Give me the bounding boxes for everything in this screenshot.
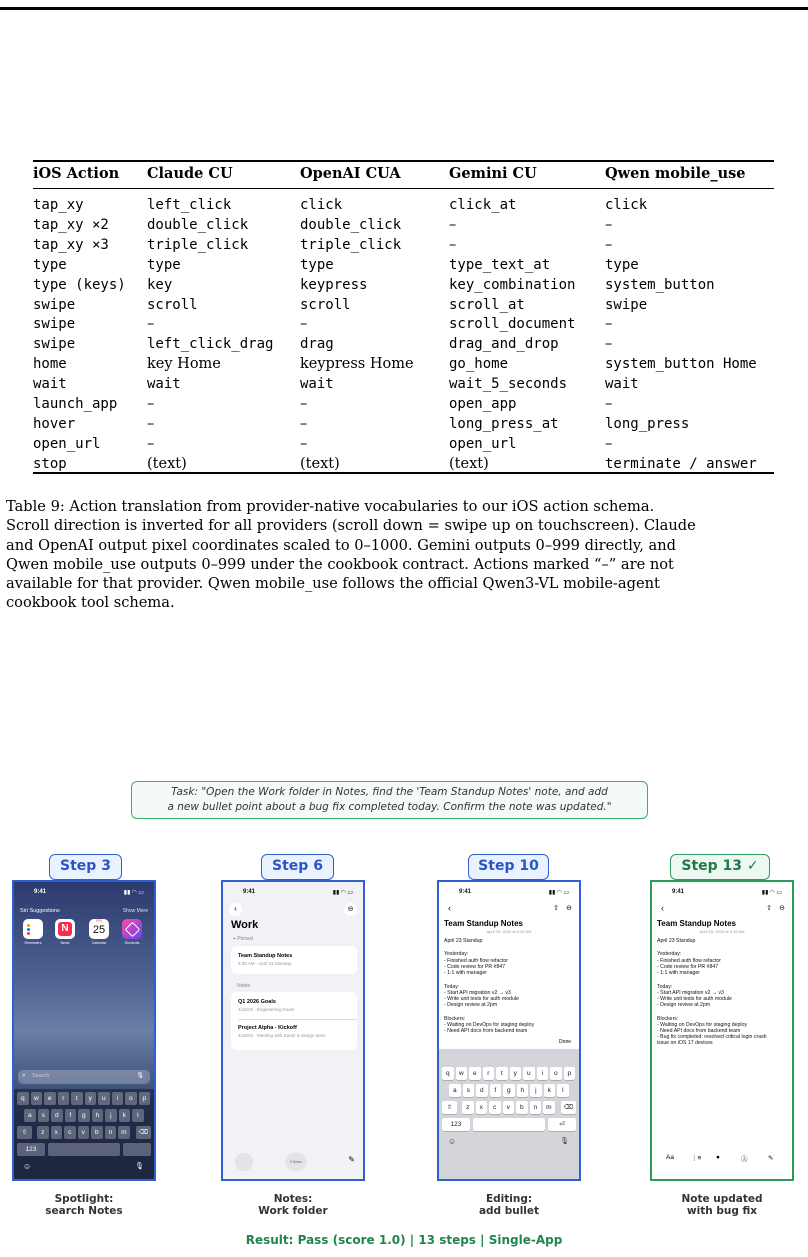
table-cell: –: [449, 236, 457, 253]
done-button[interactable]: Done: [559, 1039, 571, 1045]
status-time: 9:41: [34, 889, 47, 895]
keyboard-key[interactable]: a: [24, 1109, 36, 1122]
caption-line: Work folder: [258, 1205, 328, 1217]
table-top-rule: [33, 160, 774, 162]
more-button[interactable]: ⊖: [344, 903, 357, 916]
emoji-icon[interactable]: ☺: [23, 1162, 32, 1171]
keyboard-key[interactable]: v: [78, 1126, 90, 1139]
table-cell: key_combination: [449, 276, 576, 293]
shift-key[interactable]: ⇧: [17, 1126, 32, 1139]
table-cell: wait: [300, 376, 334, 393]
table-cell: (text): [147, 455, 187, 472]
table-cell: drag_and_drop: [449, 336, 559, 353]
keyboard-key[interactable]: h: [517, 1084, 529, 1097]
table-cell: –: [300, 415, 308, 432]
dictation-mic-icon[interactable]: 🎙: [135, 1163, 144, 1170]
note-line: - Start API migration v2 → v3: [657, 990, 724, 996]
task-box: [131, 781, 648, 819]
app-label: Reminders: [24, 941, 42, 945]
keyboard-key[interactable]: w: [456, 1067, 468, 1080]
calendar-day: 25: [92, 924, 106, 936]
caption-line: Notes:: [273, 1193, 313, 1205]
search-icon: ⌕: [22, 1072, 26, 1079]
numbers-key[interactable]: 123: [442, 1118, 470, 1131]
table-cell: go_home: [449, 356, 509, 373]
table-cell: open_app: [449, 396, 517, 412]
siri-suggestions-title: Siri Suggestions: [20, 908, 60, 914]
table-cell: open_url: [33, 435, 101, 452]
caption-line: Table 9: Action translation from provider-native vocabularies to our iOS action schema.: [6, 498, 655, 515]
caption-line: Scroll direction is inverted for all providers (scroll down = swipe up on touchscreen). Claude: [6, 517, 696, 535]
table-cell: hover: [33, 415, 76, 432]
note-meta: 4/18/26 · Meeting with Sarah & design team: [238, 1033, 326, 1038]
keyboard-key[interactable]: g: [78, 1109, 90, 1122]
table-caption: [6, 497, 802, 613]
table-cell: triple_click: [300, 236, 402, 253]
format-icon[interactable]: Aa: [666, 1154, 674, 1161]
back-chevron-icon[interactable]: ‹: [448, 903, 451, 913]
more-icon[interactable]: ⊖: [779, 905, 785, 912]
keyboard: [14, 1089, 154, 1181]
note-title: Team Standup Notes: [444, 919, 523, 928]
note-title: Team Standup Notes: [657, 919, 736, 928]
reminders-app-icon[interactable]: [23, 919, 43, 939]
dictation-mic-icon[interactable]: 🎙: [560, 1138, 569, 1145]
keyboard-key[interactable]: k: [119, 1109, 131, 1122]
note-line: - Code review for PR #847: [444, 964, 506, 970]
note-line: - Waiting on DevOps for staging deploy: [444, 1022, 535, 1028]
keyboard-key[interactable]: s: [463, 1084, 475, 1097]
table-cell: launch_app: [33, 396, 118, 412]
keyboard-key[interactable]: d: [51, 1109, 63, 1122]
table-cell: –: [300, 316, 308, 333]
keyboard-key[interactable]: u: [523, 1067, 535, 1080]
note-line: - Finished auth flow refactor: [657, 958, 722, 964]
space-key[interactable]: [48, 1143, 120, 1156]
note-meta: 9:35 AM · April 23 Standup: [238, 961, 292, 966]
compose-icon[interactable]: ✎: [768, 1155, 774, 1162]
caption-line: cookbook tool schema.: [6, 594, 175, 612]
note-line[interactable]: - Need API docs from backend team: [444, 1028, 528, 1034]
step-caption: [223, 1193, 363, 1217]
phone-editing: [437, 880, 581, 1181]
emoji-icon[interactable]: ☺: [448, 1137, 457, 1146]
keyboard-key[interactable]: t: [71, 1092, 83, 1105]
keyboard-key[interactable]: p: [564, 1067, 576, 1080]
status-time: 9:41: [459, 889, 472, 895]
caption-line: Editing:: [485, 1193, 533, 1205]
status-icons: ▮▮ ◠ ▭: [332, 890, 353, 896]
folder-menu-button[interactable]: [235, 1153, 253, 1171]
caption-line: Qwen mobile_use outputs 0–999 under the cookbook contract. Actions marked “–” are not: [6, 555, 674, 573]
table-cell: left_click: [147, 197, 232, 213]
calendar-weekday: FRI: [96, 919, 102, 923]
table-header-rule: [33, 188, 774, 189]
keyboard-key[interactable]: j: [530, 1084, 542, 1097]
search-field[interactable]: [18, 1070, 150, 1084]
keyboard-key[interactable]: i: [537, 1067, 549, 1080]
table-cell: click: [605, 197, 648, 213]
table-cell: scroll: [300, 296, 351, 313]
table-header-cell: Qwen mobile_use: [605, 165, 746, 182]
step-caption: [439, 1193, 579, 1217]
keyboard-key[interactable]: y: [85, 1092, 97, 1105]
step-caption: [652, 1193, 792, 1217]
keyboard-key[interactable]: e: [44, 1092, 56, 1105]
note-meta: 4/18/26 · Engineering Goals: [238, 1007, 295, 1012]
table-cell: open_url: [449, 435, 517, 452]
keyboard-key[interactable]: o: [550, 1067, 562, 1080]
status-icons: ▮▮ ◠ ▭: [123, 890, 144, 896]
more-icon[interactable]: ⊖: [566, 905, 572, 912]
keyboard-key[interactable]: c: [64, 1126, 76, 1139]
table-header-cell: Claude CU: [147, 165, 233, 182]
table-cell: scroll: [147, 296, 198, 313]
share-icon[interactable]: ⇧: [553, 905, 559, 912]
keyboard-key[interactable]: p: [139, 1092, 151, 1105]
note-line: - Code review for PR #847: [657, 964, 719, 970]
keyboard-key[interactable]: s: [38, 1109, 50, 1122]
keyboard-key[interactable]: z: [462, 1101, 474, 1114]
keyboard-key[interactable]: m: [543, 1101, 555, 1114]
table-cell: double_click: [147, 216, 249, 233]
camera-icon[interactable]: ●: [716, 1154, 720, 1161]
table-cell: swipe: [33, 336, 76, 353]
table-cell: wait: [33, 376, 67, 393]
result-line: Result: Pass (score 1.0) | 13 steps | Single-App: [245, 1233, 563, 1247]
table-cell: left_click_drag: [147, 336, 274, 353]
note-line-added: issue on iOS 17 devices: [657, 1040, 713, 1046]
table-header-cell: OpenAI CUA: [300, 165, 401, 182]
table-cell: wait: [605, 376, 639, 393]
keyboard-key[interactable]: r: [58, 1092, 70, 1105]
table-cell: tap_xy: [33, 197, 84, 213]
shortcuts-app-icon[interactable]: [122, 919, 142, 939]
note-line: - Start API migration v2 → v3: [444, 990, 511, 996]
table-cell: triple_click: [147, 236, 249, 253]
keyboard-key[interactable]: i: [112, 1092, 124, 1105]
step-10-label: Step 10: [468, 854, 549, 880]
table-cell: tap_xy ×3: [33, 236, 109, 253]
table-cell: type: [147, 256, 181, 273]
table-cell: –: [605, 396, 613, 412]
keyboard-key[interactable]: y: [510, 1067, 522, 1080]
keyboard-key[interactable]: j: [105, 1109, 117, 1122]
note-title: Team Standup Notes: [238, 953, 293, 959]
folder-title: Work: [231, 919, 259, 931]
note-toolbar: [652, 1154, 792, 1168]
table-cell: long_press: [605, 415, 690, 432]
table-cell: (text): [449, 455, 489, 472]
keyboard-key[interactable]: x: [476, 1101, 488, 1114]
table-cell: –: [605, 216, 613, 233]
status-time: 9:41: [672, 889, 685, 895]
table-cell: –: [605, 435, 613, 452]
note-subtitle: April 23 Standup: [444, 938, 483, 944]
note-line-added: - Bug fix completed: resolved critical login crash: [657, 1034, 767, 1040]
caption-line: search Notes: [45, 1205, 123, 1217]
keyboard-key[interactable]: v: [503, 1101, 515, 1114]
caption-line: Spotlight:: [54, 1193, 114, 1205]
keyboard-key[interactable]: h: [92, 1109, 104, 1122]
table-cell: system_button: [605, 276, 715, 293]
table-cell: wait_5_seconds: [449, 376, 568, 393]
keyboard-key[interactable]: w: [31, 1092, 43, 1105]
shift-key[interactable]: ⇧: [442, 1101, 457, 1114]
table-cell: scroll_at: [449, 296, 525, 313]
keyboard-key[interactable]: g: [503, 1084, 515, 1097]
table-header-cell: iOS Action: [33, 165, 120, 182]
note-count: 3 Notes: [285, 1153, 307, 1171]
table-cell: swipe: [33, 296, 76, 313]
table-cell: type_text_at: [449, 256, 551, 273]
step-3-label: Step 3: [49, 854, 122, 880]
note-date: April 25, 2026 at 9:35 AM: [486, 929, 532, 934]
table-cell: type (keys): [33, 276, 126, 293]
note-line: - Write unit tests for auth module: [657, 996, 732, 1002]
note-line: - Finished auth flow refactor: [444, 958, 509, 964]
table-cell: –: [147, 396, 155, 412]
caption-line: available for that provider. Qwen mobile_use follows the official Qwen3-VL mobile-agent: [6, 575, 660, 593]
status-icons: ▮▮ ◠ ▭: [548, 890, 569, 896]
table-cell: –: [605, 336, 613, 353]
keyboard-key[interactable]: n: [530, 1101, 542, 1114]
keyboard-key[interactable]: b: [516, 1101, 528, 1114]
note-line: - 1:1 with manager: [657, 970, 700, 976]
keyboard-key[interactable]: m: [118, 1126, 130, 1139]
keyboard-key[interactable]: f: [65, 1109, 77, 1122]
note-line: - Need API docs from backend team: [657, 1028, 741, 1034]
step-13-label: Step 13 ✓: [670, 854, 770, 880]
share-icon[interactable]: ⇧: [766, 905, 772, 912]
mic-icon: 🎙: [136, 1073, 144, 1079]
keyboard-key[interactable]: q: [17, 1092, 29, 1105]
app-label: News: [60, 941, 70, 945]
note-line: Yesterday:: [444, 951, 469, 957]
step-caption: [14, 1193, 154, 1217]
note-line: Today:: [657, 984, 673, 990]
note-line: Today:: [444, 984, 460, 990]
note-line: - Write unit tests for auth module: [444, 996, 519, 1002]
table-cell: –: [449, 216, 457, 233]
note-subtitle: April 23 Standup: [657, 938, 696, 944]
table-cell: swipe: [605, 296, 648, 313]
task-line-1: "Open the Work folder in Notes, find the 'Team Standup Notes' note, and add: [198, 786, 608, 798]
keyboard-key[interactable]: r: [483, 1067, 495, 1080]
keyboard-key[interactable]: c: [489, 1101, 501, 1114]
note-line: - Design review at 2pm: [657, 1002, 711, 1008]
delete-key[interactable]: ⌫: [136, 1126, 151, 1139]
calendar-app-icon[interactable]: [89, 919, 109, 939]
table-cell: key Home: [147, 356, 221, 373]
table-cell: stop: [33, 455, 67, 472]
numbers-key[interactable]: 123: [17, 1143, 45, 1156]
table-cell: keypress Home: [300, 356, 414, 373]
caption-line: add bullet: [478, 1205, 540, 1217]
table-cell: keypress: [300, 276, 368, 293]
app-label: Shortcuts: [124, 941, 140, 945]
caption-line: with bug fix: [686, 1205, 758, 1217]
note-date: April 25, 2026 at 9:35 AM: [699, 929, 745, 934]
table-cell: type: [300, 256, 334, 273]
table-cell: –: [300, 396, 308, 412]
table-cell: key: [147, 276, 173, 293]
caption-line: Note updated: [681, 1193, 763, 1205]
keyboard-key[interactable]: q: [442, 1067, 454, 1080]
keyboard-key[interactable]: b: [91, 1126, 103, 1139]
status-icons: ▮▮ ◠ ▭: [761, 890, 782, 896]
step-6-label: Step 6: [261, 854, 334, 880]
note-row-team-standup[interactable]: [231, 946, 357, 974]
delete-key[interactable]: ⌫: [561, 1101, 576, 1114]
keyboard-key[interactable]: l: [132, 1109, 144, 1122]
pin-icon: ⌖: [233, 936, 236, 942]
keyboard-key[interactable]: a: [449, 1084, 461, 1097]
table-cell: double_click: [300, 216, 402, 233]
note-line: - 1:1 with manager: [444, 970, 487, 976]
table-cell: –: [605, 236, 613, 253]
pinned-header: [233, 936, 253, 942]
note-title[interactable]: Q1 2026 Goals: [238, 999, 276, 1005]
table-cell: click: [300, 197, 343, 213]
compose-icon[interactable]: ✎: [348, 1155, 355, 1164]
table-cell: wait: [147, 376, 181, 393]
keyboard-key[interactable]: l: [557, 1084, 569, 1097]
task-prefix: Task:: [171, 786, 199, 798]
table-cell: (text): [300, 455, 340, 472]
task-line-2: a new bullet point about a bug fix completed today. Confirm the note was updated.": [167, 801, 612, 813]
checklist-icon[interactable]: ⋮≡: [691, 1155, 702, 1162]
return-key[interactable]: [123, 1143, 151, 1156]
notes-header: Notes: [237, 983, 251, 989]
show-more-link[interactable]: Show More: [122, 908, 148, 914]
table-cell: tap_xy ×2: [33, 216, 109, 233]
space-key[interactable]: [473, 1118, 545, 1131]
table-cell: type: [33, 256, 67, 273]
table-cell: –: [147, 415, 155, 432]
keyboard: [439, 1049, 579, 1181]
pinned-label: Pinned: [237, 936, 253, 942]
table-cell: drag: [300, 336, 334, 353]
note-line: - Design review at 2pm: [444, 1002, 498, 1008]
notes-list: [231, 992, 357, 1050]
keyboard-key[interactable]: u: [98, 1092, 110, 1105]
back-button[interactable]: ‹: [229, 903, 242, 916]
phone-notes-folder: [221, 880, 365, 1181]
keyboard-key[interactable]: x: [51, 1126, 63, 1139]
markup-icon[interactable]: Ⓐ: [741, 1156, 748, 1163]
note-title[interactable]: Project Alpha - Kickoff: [238, 1025, 297, 1031]
caption-line: and OpenAI output pixel coordinates scaled to 0–1000. Gemini outputs 0–999 directly, and: [6, 536, 676, 554]
app-label: Calendar: [91, 941, 107, 945]
table-header-cell: Gemini CU: [449, 165, 537, 182]
note-line: - Waiting on DevOps for staging deploy: [657, 1022, 748, 1028]
table-cell: terminate / answer: [605, 455, 757, 472]
table-bottom-rule: [33, 472, 774, 474]
keyboard-key[interactable]: z: [37, 1126, 49, 1139]
table-cell: home: [33, 356, 67, 373]
phone-note-updated: [650, 880, 794, 1181]
search-placeholder: Search: [32, 1073, 50, 1079]
table-cell: –: [605, 316, 613, 333]
news-app-icon[interactable]: N: [55, 919, 75, 939]
status-time: 9:41: [243, 889, 256, 895]
keyboard-key[interactable]: f: [490, 1084, 502, 1097]
keyboard-key[interactable]: o: [125, 1092, 137, 1105]
keyboard-key[interactable]: d: [476, 1084, 488, 1097]
keyboard-key[interactable]: e: [469, 1067, 481, 1080]
note-line: Blockers:: [444, 1016, 466, 1022]
phone-spotlight: [12, 880, 156, 1181]
keyboard-key[interactable]: k: [544, 1084, 556, 1097]
table-cell: long_press_at: [449, 415, 559, 432]
top-rule: [0, 7, 808, 10]
table-cell: type: [605, 256, 639, 273]
table-cell: system_button Home: [605, 356, 757, 373]
table-cell: click_at: [449, 197, 517, 213]
back-chevron-icon[interactable]: ‹: [661, 903, 664, 913]
table-cell: scroll_document: [449, 316, 576, 333]
table-cell: –: [300, 435, 308, 452]
keyboard-key[interactable]: t: [496, 1067, 508, 1080]
note-line: Blockers:: [657, 1016, 679, 1022]
table-cell: swipe: [33, 316, 76, 333]
table-cell: –: [147, 435, 155, 452]
note-line: Yesterday:: [657, 951, 682, 957]
keyboard-key[interactable]: n: [105, 1126, 117, 1139]
table-cell: –: [147, 316, 155, 333]
return-key[interactable]: ⏎: [548, 1118, 576, 1131]
